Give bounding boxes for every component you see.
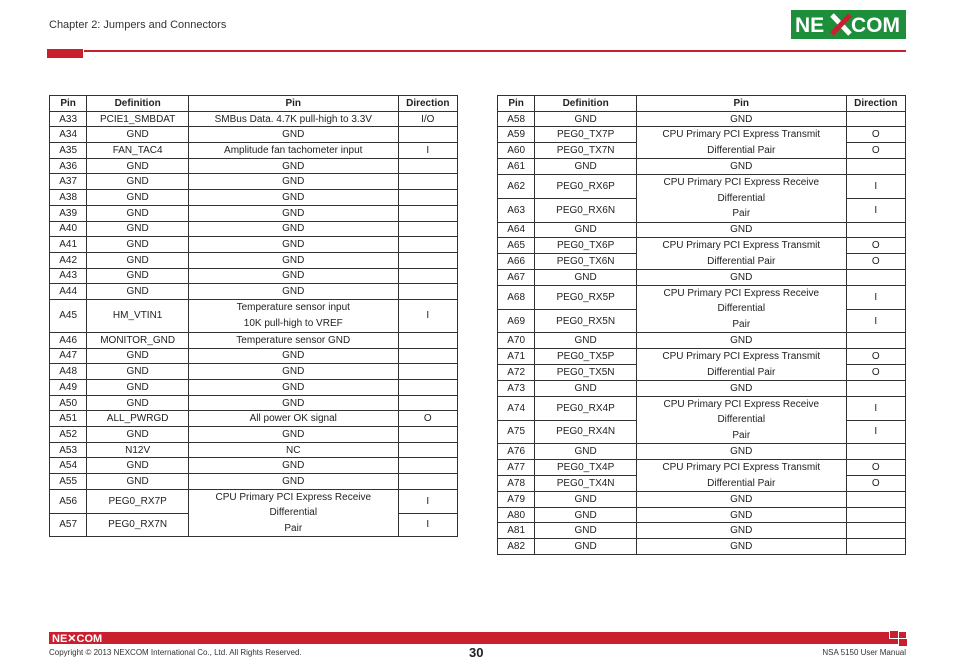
pin-description-cell: [637, 238, 847, 270]
pin-cell: A36: [50, 158, 87, 174]
col-definition: Definition: [87, 96, 189, 112]
pin-description-cell: GND: [189, 174, 399, 190]
pin-description-cell: GND: [189, 158, 399, 174]
table-row: [498, 396, 906, 420]
table-row: [50, 111, 458, 127]
pin-description-cell: GND: [189, 268, 399, 284]
table-row: [498, 539, 906, 555]
definition-cell: GND: [87, 458, 189, 474]
definition-cell: MONITOR_GND: [87, 332, 189, 348]
pin-cell: A33: [50, 111, 87, 127]
description-line: Differential Pair: [707, 255, 776, 267]
pin-description-cell: GND: [637, 492, 847, 508]
direction-cell: O: [846, 476, 905, 492]
chapter-title: Chapter 2: Jumpers and Connectors: [49, 19, 227, 31]
table-row: [498, 460, 906, 476]
direction-cell: [398, 284, 457, 300]
pin-description-cell: GND: [189, 221, 399, 237]
table-row: [498, 159, 906, 175]
table-header-row: [498, 96, 906, 112]
pin-cell: A67: [498, 270, 535, 286]
table-row: [498, 127, 906, 143]
pin-cell: A59: [498, 127, 535, 143]
pin-cell: A69: [498, 309, 535, 333]
direction-cell: I: [846, 420, 905, 444]
description-line: CPU Primary PCI Express Transmit: [662, 240, 821, 252]
table-row: [498, 285, 906, 309]
description-line: 10K pull-high to VREF: [243, 317, 343, 329]
direction-cell: [398, 364, 457, 380]
direction-cell: I: [846, 285, 905, 309]
pin-description-cell: GND: [189, 364, 399, 380]
pin-description-cell: GND: [189, 237, 399, 253]
definition-cell: PEG0_RX5N: [535, 309, 637, 333]
pin-cell: A72: [498, 365, 535, 381]
table-row: [50, 427, 458, 443]
definition-cell: PEG0_TX5P: [535, 349, 637, 365]
pin-description-cell: SMBus Data. 4.7K pull-high to 3.3V: [189, 111, 399, 127]
col-direction: Direction: [846, 96, 905, 112]
description-line: CPU Primary PCI Express Transmit: [662, 351, 821, 363]
pin-description-cell: GND: [637, 333, 847, 349]
pin-description-cell: GND: [189, 395, 399, 411]
table-row: [50, 411, 458, 427]
pin-cell: A45: [50, 299, 87, 332]
definition-cell: GND: [87, 221, 189, 237]
pin-cell: A39: [50, 205, 87, 221]
col-pin: Pin: [498, 96, 535, 112]
copyright-text: Copyright © 2013 NEXCOM International Co., Ltd. All Rights Reserved.: [49, 648, 302, 657]
pin-cell: A68: [498, 285, 535, 309]
direction-cell: [398, 205, 457, 221]
pin-cell: A74: [498, 396, 535, 420]
definition-cell: GND: [87, 395, 189, 411]
pin-description-cell: GND: [637, 222, 847, 238]
table-row: [50, 284, 458, 300]
direction-cell: [398, 458, 457, 474]
definition-cell: GND: [87, 174, 189, 190]
direction-cell: O: [846, 127, 905, 143]
direction-cell: I: [398, 143, 457, 159]
definition-cell: GND: [535, 111, 637, 127]
pin-description-cell: GND: [637, 523, 847, 539]
pin-table-right: [497, 95, 906, 555]
direction-cell: O: [398, 411, 457, 427]
direction-cell: O: [846, 460, 905, 476]
direction-cell: [846, 381, 905, 397]
definition-cell: GND: [87, 190, 189, 206]
definition-cell: GND: [87, 205, 189, 221]
pin-cell: A65: [498, 238, 535, 254]
table-row: [50, 268, 458, 284]
table-row: [50, 190, 458, 206]
footer-bar: [49, 632, 906, 644]
pin-cell: A42: [50, 252, 87, 268]
footer-logo: NE✕COM: [52, 633, 103, 645]
direction-cell: [398, 174, 457, 190]
pin-cell: A81: [498, 523, 535, 539]
pin-cell: A53: [50, 442, 87, 458]
description-line: CPU Primary PCI Express Transmit: [662, 129, 821, 141]
table-row: [498, 111, 906, 127]
pin-cell: A48: [50, 364, 87, 380]
pin-cell: A64: [498, 222, 535, 238]
pin-cell: A49: [50, 380, 87, 396]
pin-description-cell: NC: [189, 442, 399, 458]
pin-cell: A66: [498, 254, 535, 270]
table-row: [50, 332, 458, 348]
definition-cell: GND: [87, 427, 189, 443]
direction-cell: [398, 395, 457, 411]
description-line: Differential Pair: [707, 366, 776, 378]
pin-cell: A50: [50, 395, 87, 411]
footer-square-decoration: [898, 638, 908, 647]
definition-cell: GND: [535, 444, 637, 460]
pin-description-cell: GND: [189, 458, 399, 474]
pin-cell: A35: [50, 143, 87, 159]
direction-cell: I: [398, 513, 457, 537]
table-row: [50, 395, 458, 411]
pin-description-cell: [637, 127, 847, 159]
definition-cell: GND: [87, 380, 189, 396]
pin-description-cell: GND: [189, 205, 399, 221]
pin-cell: A71: [498, 349, 535, 365]
table-row: [498, 349, 906, 365]
direction-cell: [846, 444, 905, 460]
direction-cell: [398, 268, 457, 284]
definition-cell: GND: [87, 127, 189, 143]
pin-description-cell: GND: [189, 474, 399, 490]
definition-cell: GND: [87, 348, 189, 364]
nexcom-logo: [791, 10, 906, 39]
pin-cell: A76: [498, 444, 535, 460]
direction-cell: [398, 237, 457, 253]
pin-cell: A51: [50, 411, 87, 427]
pin-cell: A82: [498, 539, 535, 555]
description-line: CPU Primary PCI Express Receive Differential: [663, 177, 820, 204]
direction-cell: O: [846, 143, 905, 159]
table-row: [50, 458, 458, 474]
page-number: 30: [469, 645, 484, 660]
direction-cell: [398, 348, 457, 364]
pin-description-cell: GND: [637, 270, 847, 286]
pin-description-cell: GND: [637, 539, 847, 555]
table-row: [498, 381, 906, 397]
pin-description-cell: [189, 299, 399, 332]
header-rule: [84, 50, 906, 52]
pin-cell: A54: [50, 458, 87, 474]
pin-cell: A47: [50, 348, 87, 364]
pin-description-cell: GND: [189, 252, 399, 268]
col-pin-description: Pin: [637, 96, 847, 112]
definition-cell: GND: [87, 158, 189, 174]
pin-cell: A57: [50, 513, 87, 537]
direction-cell: O: [846, 254, 905, 270]
definition-cell: PEG0_RX6N: [535, 198, 637, 222]
table-row: [498, 492, 906, 508]
table-row: [498, 238, 906, 254]
direction-cell: O: [846, 238, 905, 254]
pin-table-left: [49, 95, 458, 537]
direction-cell: I: [398, 299, 457, 332]
description-line: Pair: [284, 522, 303, 534]
description-line: Pair: [732, 429, 751, 441]
direction-cell: [846, 539, 905, 555]
pin-description-cell: [637, 460, 847, 492]
pin-description-cell: GND: [189, 348, 399, 364]
col-pin: Pin: [50, 96, 87, 112]
direction-cell: I: [398, 489, 457, 513]
description-line: CPU Primary PCI Express Transmit: [662, 462, 821, 473]
col-pin-description: Pin: [189, 96, 399, 112]
table-header-row: [50, 96, 458, 112]
pin-cell: A43: [50, 268, 87, 284]
description-line: Differential Pair: [707, 144, 776, 156]
pin-cell: A34: [50, 127, 87, 143]
pin-description-cell: GND: [189, 284, 399, 300]
table-row: [50, 221, 458, 237]
pin-description-cell: [189, 489, 399, 537]
description-line: Pair: [732, 318, 751, 330]
col-definition: Definition: [535, 96, 637, 112]
definition-cell: PEG0_RX7N: [87, 513, 189, 537]
table-row: [50, 252, 458, 268]
direction-cell: [846, 159, 905, 175]
table-row: [50, 299, 458, 332]
definition-cell: GND: [87, 364, 189, 380]
table-row: [498, 333, 906, 349]
description-line: CPU Primary PCI Express Receive Differential: [663, 287, 820, 315]
table-row: [50, 237, 458, 253]
definition-cell: ALL_PWRGD: [87, 411, 189, 427]
definition-cell: GND: [535, 507, 637, 523]
pin-description-cell: [637, 285, 847, 333]
direction-cell: [398, 442, 457, 458]
direction-cell: [398, 221, 457, 237]
direction-cell: [846, 523, 905, 539]
table-row: [498, 222, 906, 238]
definition-cell: PEG0_RX6P: [535, 175, 637, 199]
pin-cell: A55: [50, 474, 87, 490]
pin-description-cell: GND: [637, 381, 847, 397]
table-row: [50, 348, 458, 364]
direction-cell: [846, 492, 905, 508]
pin-cell: A62: [498, 175, 535, 199]
definition-cell: GND: [535, 523, 637, 539]
table-row: [50, 174, 458, 190]
direction-cell: [398, 127, 457, 143]
pin-description-cell: GND: [637, 159, 847, 175]
pin-description-cell: GND: [189, 127, 399, 143]
definition-cell: GND: [535, 222, 637, 238]
direction-cell: [846, 222, 905, 238]
pin-cell: A73: [498, 381, 535, 397]
pin-cell: A75: [498, 420, 535, 444]
table-row: [50, 474, 458, 490]
pin-cell: A70: [498, 333, 535, 349]
table-row: [498, 270, 906, 286]
direction-cell: I/O: [398, 111, 457, 127]
definition-cell: GND: [535, 159, 637, 175]
definition-cell: PEG0_RX7P: [87, 489, 189, 513]
definition-cell: GND: [87, 474, 189, 490]
table-row: [50, 143, 458, 159]
table-row: [498, 507, 906, 523]
description-line: CPU Primary PCI Express Receive Differential: [215, 491, 372, 519]
definition-cell: PEG0_TX7P: [535, 127, 637, 143]
description-line: Temperature sensor input: [236, 301, 350, 313]
direction-cell: [846, 270, 905, 286]
pin-cell: A38: [50, 190, 87, 206]
direction-cell: [398, 252, 457, 268]
definition-cell: PEG0_RX4N: [535, 420, 637, 444]
pin-cell: A46: [50, 332, 87, 348]
svg-text:NE: NE: [795, 14, 825, 37]
direction-cell: [398, 190, 457, 206]
pin-description-cell: GND: [637, 507, 847, 523]
pin-description-cell: [637, 349, 847, 381]
direction-cell: [398, 380, 457, 396]
definition-cell: GND: [535, 381, 637, 397]
definition-cell: PEG0_RX5P: [535, 285, 637, 309]
pin-description-cell: GND: [189, 427, 399, 443]
table-row: [498, 444, 906, 460]
pin-cell: A44: [50, 284, 87, 300]
table-row: [498, 175, 906, 199]
direction-cell: I: [846, 309, 905, 333]
definition-cell: PEG0_TX5N: [535, 365, 637, 381]
pin-cell: A77: [498, 460, 535, 476]
definition-cell: PEG0_TX4P: [535, 460, 637, 476]
pin-description-cell: GND: [637, 444, 847, 460]
definition-cell: PEG0_RX4P: [535, 396, 637, 420]
direction-cell: O: [846, 349, 905, 365]
svg-text:COM: COM: [851, 14, 900, 37]
definition-cell: GND: [87, 268, 189, 284]
direction-cell: [398, 158, 457, 174]
definition-cell: GND: [87, 284, 189, 300]
table-row: [50, 127, 458, 143]
pin-cell: A60: [498, 143, 535, 159]
definition-cell: GND: [535, 270, 637, 286]
pin-cell: A78: [498, 476, 535, 492]
table-row: [50, 364, 458, 380]
pin-description-cell: GND: [189, 190, 399, 206]
definition-cell: GND: [87, 237, 189, 253]
pin-description-cell: Amplitude fan tachometer input: [189, 143, 399, 159]
pin-description-cell: GND: [189, 380, 399, 396]
definition-cell: GND: [535, 492, 637, 508]
pin-cell: A80: [498, 507, 535, 523]
table-row: [50, 380, 458, 396]
direction-cell: [398, 427, 457, 443]
col-direction: Direction: [398, 96, 457, 112]
direction-cell: [846, 333, 905, 349]
definition-cell: HM_VTIN1: [87, 299, 189, 332]
pin-description-cell: [637, 396, 847, 444]
table-row: [50, 442, 458, 458]
definition-cell: GND: [87, 252, 189, 268]
pin-cell: A56: [50, 489, 87, 513]
definition-cell: N12V: [87, 442, 189, 458]
header-accent-block: [47, 49, 83, 58]
pin-description-cell: [637, 175, 847, 223]
direction-cell: I: [846, 198, 905, 222]
pin-cell: A37: [50, 174, 87, 190]
pin-cell: A61: [498, 159, 535, 175]
direction-cell: [398, 332, 457, 348]
direction-cell: [846, 507, 905, 523]
pin-cell: A40: [50, 221, 87, 237]
direction-cell: I: [846, 396, 905, 420]
table-row: [498, 523, 906, 539]
table-row: [50, 158, 458, 174]
definition-cell: PEG0_TX4N: [535, 476, 637, 492]
pin-cell: A79: [498, 492, 535, 508]
pin-cell: A41: [50, 237, 87, 253]
definition-cell: PEG0_TX6N: [535, 254, 637, 270]
direction-cell: [398, 474, 457, 490]
pin-description-cell: Temperature sensor GND: [189, 332, 399, 348]
description-line: Pair: [732, 208, 751, 220]
definition-cell: GND: [535, 333, 637, 349]
manual-title: NSA 5150 User Manual: [822, 648, 906, 657]
direction-cell: O: [846, 365, 905, 381]
direction-cell: I: [846, 175, 905, 199]
description-line: Differential Pair: [707, 477, 776, 489]
definition-cell: PEG0_TX6P: [535, 238, 637, 254]
pin-cell: A58: [498, 111, 535, 127]
pin-description-cell: All power OK signal: [189, 411, 399, 427]
pin-cell: A63: [498, 198, 535, 222]
definition-cell: FAN_TAC4: [87, 143, 189, 159]
description-line: CPU Primary PCI Express Receive Differential: [663, 398, 820, 426]
definition-cell: GND: [535, 539, 637, 555]
pin-cell: A52: [50, 427, 87, 443]
pin-description-cell: GND: [637, 111, 847, 127]
table-row: [50, 205, 458, 221]
direction-cell: [846, 111, 905, 127]
definition-cell: PCIE1_SMBDAT: [87, 111, 189, 127]
definition-cell: PEG0_TX7N: [535, 143, 637, 159]
table-row: [50, 489, 458, 513]
